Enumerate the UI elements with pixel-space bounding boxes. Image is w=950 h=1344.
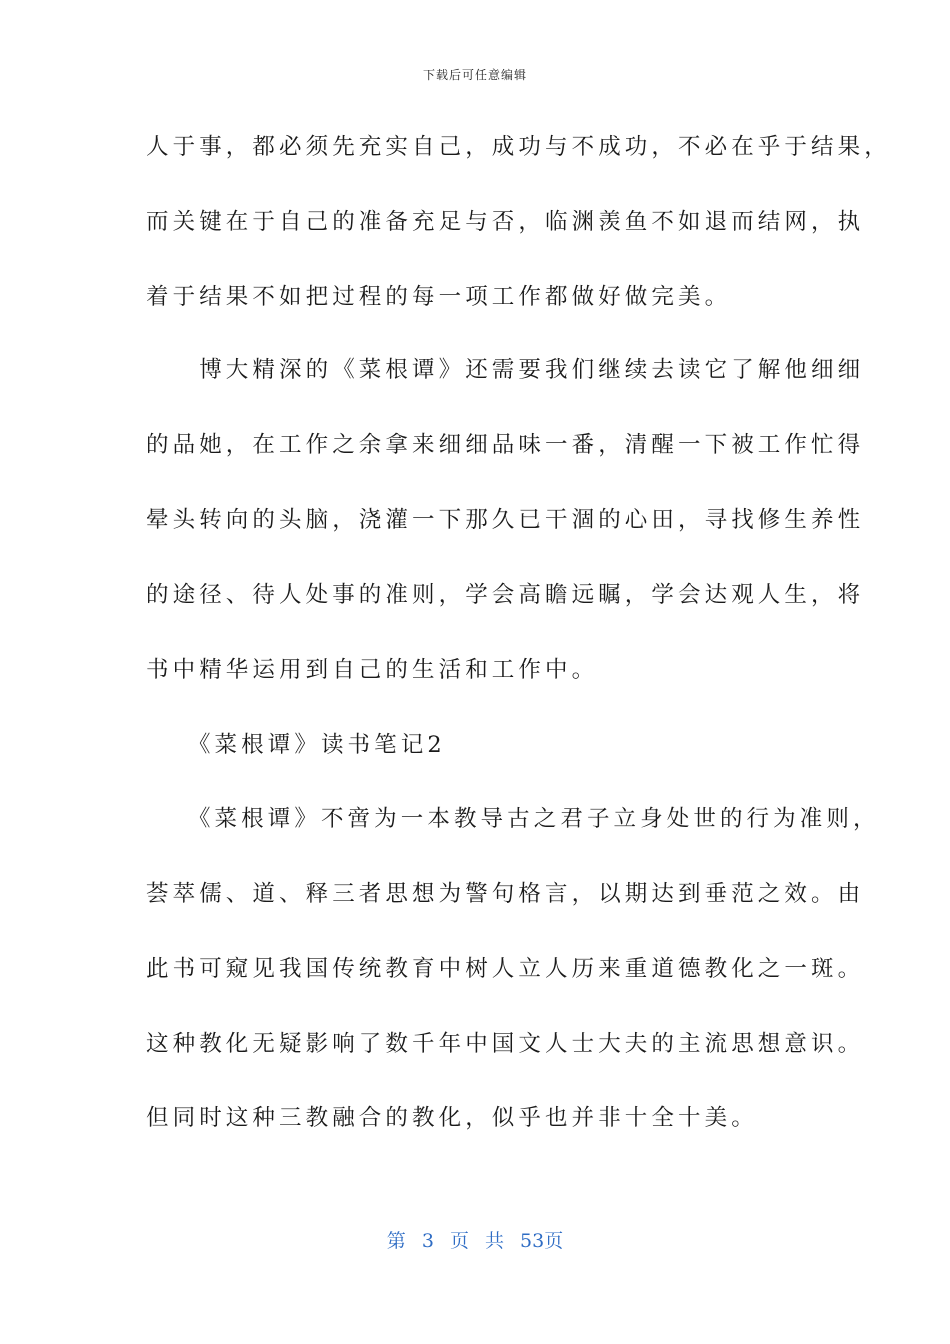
- body-line: 晕头转向的头脑，浇灌一下那久已干涸的心田，寻找修生养性: [146, 507, 865, 533]
- body-line: 人于事，都必须先充实自己，成功与不成功，不必在乎于结果，: [146, 134, 891, 160]
- page-header: 下载后可任意编辑: [422, 68, 527, 82]
- section-heading: 《菜根谭》读书笔记2: [146, 732, 446, 758]
- body-line: 的途径、待人处事的准则，学会高瞻远瞩，学会达观人生，将: [146, 582, 865, 608]
- body-line: 《菜根谭》不啻为一本教导古之君子立身处世的行为准则，: [146, 806, 880, 832]
- body-line: 书中精华运用到自己的生活和工作中。: [146, 657, 599, 683]
- body-line: 着于结果不如把过程的每一项工作都做好做完美。: [146, 284, 732, 310]
- body-line: 但同时这种三教融合的教化，似乎也并非十全十美。: [146, 1105, 758, 1131]
- body-line: 这种教化无疑影响了数千年中国文人士大夫的主流思想意识。: [146, 1031, 865, 1057]
- body-line: 博大精深的《菜根谭》还需要我们继续去读它了解他细细: [146, 357, 865, 383]
- body-line: 而关键在于自己的准备充足与否，临渊羡鱼不如退而结网，执: [146, 209, 865, 235]
- body-line: 荟萃儒、道、释三者思想为警句格言，以期达到垂范之效。由: [146, 881, 865, 907]
- body-line: 此书可窥见我国传统教育中树人立人历来重道德教化之一斑。: [146, 956, 865, 982]
- body-line: 的品她，在工作之余拿来细细品味一番，清醒一下被工作忙得: [146, 432, 865, 458]
- page-number-footer: 第 3 页 共 53页: [386, 1230, 564, 1252]
